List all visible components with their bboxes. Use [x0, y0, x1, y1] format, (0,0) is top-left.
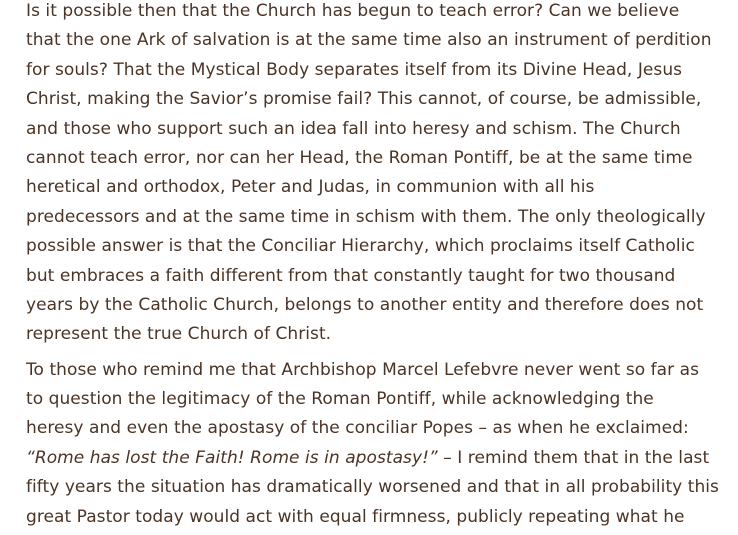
paragraph-1	[26, 0, 716, 350]
paragraph-1-line: but embraces a faith different from that constantly taught for two thousand	[26, 265, 676, 286]
paragraph-2-line-with-quote	[26, 444, 716, 473]
paragraph-1-line: that the one Ark of salvation is at the same time also an instrument of perdition	[26, 30, 712, 51]
paragraph-1-line: cannot teach error, nor can her Head, the Roman Pontiff, be at the same time	[26, 147, 693, 168]
paragraph-1-line: years by the Catholic Church, belongs to another entity and therefore does not	[26, 294, 704, 315]
paragraph-1-line: Christ, making the Savior’s promise fail? This cannot, of course, be admissible,	[26, 89, 702, 110]
paragraph-1-line: Is it possible then that the Church has begun to teach error? Can we believe	[26, 1, 680, 21]
paragraph-1-line: predecessors and at the same time in schism with them. The only theologically	[26, 206, 706, 227]
quote-continuation: – I remind them that in the last	[437, 447, 710, 468]
paragraph-1-line: for souls? That the Mystical Body separates itself from its Divine Head, Jesus	[26, 59, 683, 80]
paragraph-2-line: great Pastor today would act with equal firmness, publicly repeating what he	[26, 506, 685, 527]
paragraph-2-line: heresy and even the apostasy of the conciliar Popes – as when he exclaimed:	[26, 418, 689, 439]
lefebvre-quote: “Rome has lost the Faith! Rome is in apostasy!”	[26, 447, 438, 468]
paragraph-1-line: and those who support such an idea fall into heresy and schism. The Church	[26, 118, 681, 139]
paragraph-2	[26, 356, 719, 532]
paragraph-1-line: possible answer is that the Conciliar Hierarchy, which proclaims itself Catholic	[26, 236, 695, 257]
paragraph-2-line: fifty years the situation has dramatically worsened and that in all probability this	[26, 477, 719, 498]
paragraph-1-line: represent the true Church of Christ.	[26, 324, 332, 345]
paragraph-2-line: to question the legitimacy of the Roman Pontiff, while acknowledging the	[26, 389, 654, 410]
paragraph-2-line: To those who remind me that Archbishop Marcel Lefebvre never went so far as	[26, 359, 699, 380]
paragraph-1-line: heretical and orthodox, Peter and Judas, in communion with all his	[26, 177, 595, 198]
article-body	[26, 0, 719, 535]
